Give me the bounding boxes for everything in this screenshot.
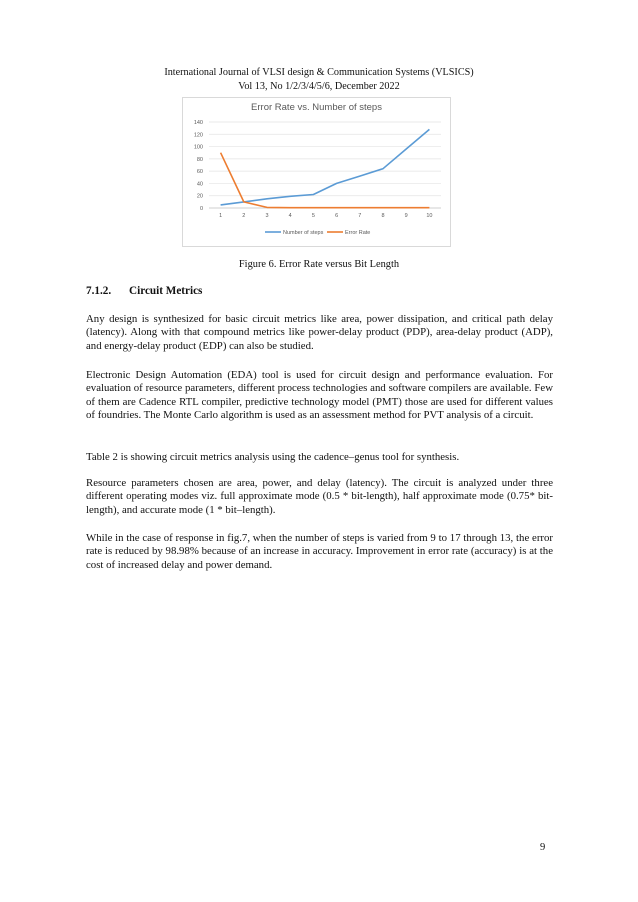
legend-label: Number of steps (283, 230, 324, 236)
series-line (221, 129, 430, 205)
series-line (221, 153, 430, 208)
x-tick-label: 1 (219, 213, 223, 219)
x-tick-label: 6 (335, 213, 339, 219)
figure-caption: Figure 6. Error Rate versus Bit Length (238, 259, 400, 270)
paragraph-5: While in the case of response in fig.7, when the number of steps is varied from 9 to 17 through 13, the error rate is reduced by 98.98% because of an increase in accuracy. Improvement in error rate (accuracy) is at the cost of increased delay and power demand. (86, 532, 553, 571)
x-tick-label: 7 (358, 213, 362, 219)
section-heading (86, 285, 202, 297)
journal-title: International Journal of VLSI design & Communication Systems (VLSICS) (164, 67, 474, 78)
x-tick-label: 9 (404, 213, 408, 219)
page-number: 9 (540, 842, 546, 853)
journal-header (0, 66, 638, 93)
y-tick-label: 20 (196, 193, 203, 200)
section-number: 7.1.2. (86, 285, 112, 297)
y-tick-label: 60 (196, 169, 203, 176)
x-tick-label: 10 (426, 213, 433, 219)
x-tick-label: 3 (265, 213, 269, 219)
x-tick-label: 5 (311, 213, 315, 219)
chart-svg (183, 98, 450, 246)
y-tick-label: 40 (196, 181, 203, 188)
paragraph-2: Electronic Design Automation (EDA) tool is used for circuit design and performance evaluation. For evaluation of resource parameters, different process technologies and software compilers are available. Few of them are Cadence RTL compiler, predictive technology model (PMT) those are used for different values of foundries. The Monte Carlo algorithm is used as an assessment method for PVT analysis of a circuit. (86, 369, 553, 422)
y-tick-label: 80 (196, 156, 203, 163)
chart-title: Error Rate vs. Number of steps (251, 102, 382, 113)
x-tick-label: 4 (288, 213, 292, 219)
paragraph-1: Any design is synthesized for basic circuit metrics like area, power dissipation, and critical path delay (latency). Along with that compound metrics like power-delay product (PDP), area-delay product (ADP), and energy-delay product (EDP) can also be studied. (86, 313, 553, 352)
y-tick-label: 100 (193, 144, 203, 151)
section-title: Circuit Metrics (129, 285, 203, 297)
paragraph-3: Table 2 is showing circuit metrics analysis using the cadence–genus tool for synthesis. (86, 451, 460, 463)
journal-volume: Vol 13, No 1/2/3/4/5/6, December 2022 (238, 80, 400, 92)
legend-label: Error Rate (345, 230, 371, 236)
x-tick-label: 2 (242, 213, 246, 219)
y-tick-label: 140 (193, 120, 203, 126)
y-tick-label: 0 (199, 206, 203, 212)
error-rate-chart (182, 97, 451, 247)
y-tick-label: 120 (193, 132, 203, 139)
paragraph-4: Resource parameters chosen are area, power, and delay (latency). The circuit is analyzed under three different operating modes viz. full approximate mode (0.5 * bit-length), half approximate mode (0.75* bit-length), and accurate mode (1 * bit–length). (86, 477, 553, 516)
x-tick-label: 8 (381, 213, 385, 219)
